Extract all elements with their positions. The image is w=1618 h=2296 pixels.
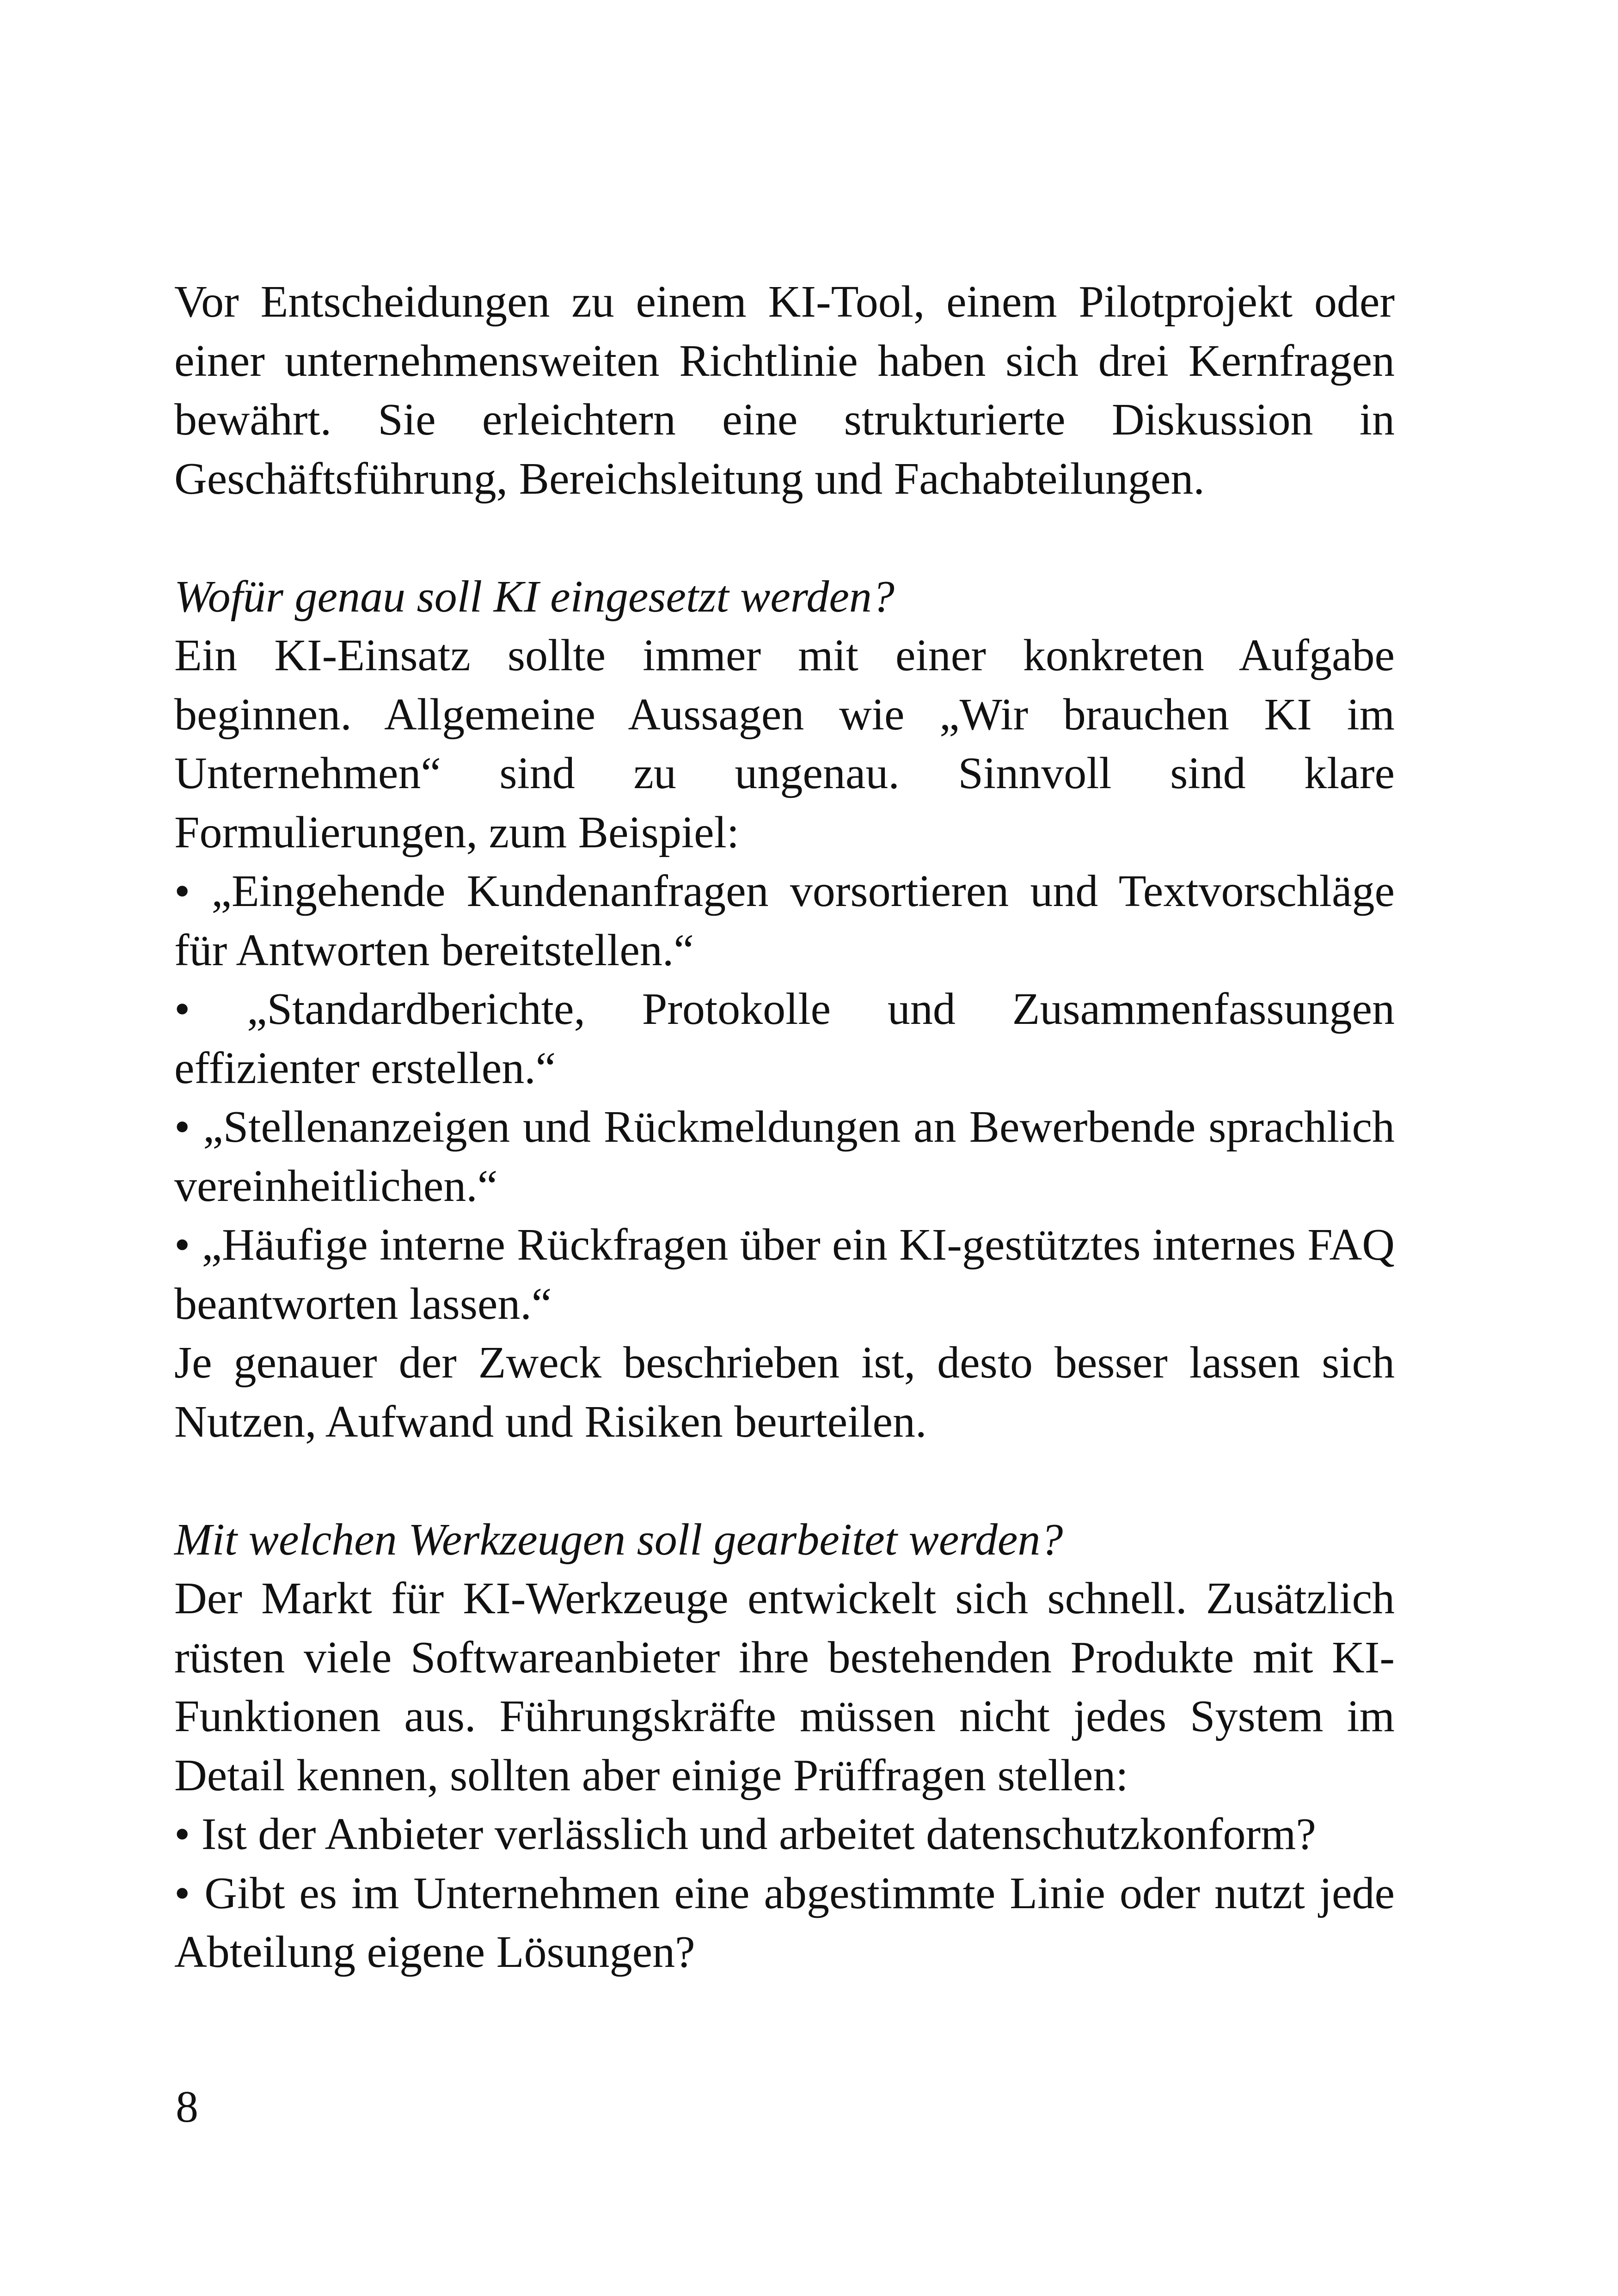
section-2-bullet-2: • Gibt es im Unternehmen eine abgestimmte Linie oder nutzt jede Abteilung eigene Lösungen? xyxy=(174,1868,1395,1977)
section-2-heading: Mit welchen Werkzeugen soll gearbeitet werden? xyxy=(174,1514,1063,1565)
section-1-closing: Je genauer der Zweck beschrieben ist, desto besser lassen sich Nutzen, Aufwand und Risiken beurteilen. xyxy=(174,1338,1395,1447)
page-body xyxy=(174,273,1395,1982)
section-2-bullet-1: • Ist der Anbieter verlässlich und arbeitet datenschutzkonform? xyxy=(174,1809,1316,1859)
section-1-bullet-1: • „Eingehende Kundenanfragen vorsortieren und Textvorschläge für Antworten bereitstellen.“ xyxy=(174,866,1395,975)
section-1-bullet-4: • „Häufige interne Rückfragen über ein KI-gestütztes internes FAQ beantworten lassen.“ xyxy=(174,1220,1395,1329)
intro-paragraph: Vor Entscheidungen zu einem KI-Tool, einem Pilotprojekt oder einer unternehmensweiten Richtlinie haben sich drei Kernfragen bewährt. Sie erleichtern eine strukturierte Diskussion in Geschäftsführung, Bereichsleitung und Fachabteilungen. xyxy=(174,277,1395,504)
section-1-paragraph: Ein KI-Einsatz sollte immer mit einer konkreten Aufgabe beginnen. Allgemeine Aussagen wie „Wir brauchen KI im Unternehmen“ sind zu ungenau. Sinnvoll sind klare Formulierungen, zum Beispiel: xyxy=(174,631,1395,857)
section-1-bullet-3: • „Stellenanzeigen und Rückmeldungen an Bewerbende sprachlich vereinheitlichen.“ xyxy=(174,1102,1395,1211)
section-2-paragraph: Der Markt für KI-Werkzeuge entwickelt sich schnell. Zusätzlich rüsten viele Softwareanbieter ihre bestehenden Produkte mit KI-Funktionen aus. Führungskräfte müssen nicht jedes System im Detail kennen, sollten aber einige Prüffragen stellen: xyxy=(174,1574,1395,1800)
section-1-heading: Wofür genau soll KI eingesetzt werden? xyxy=(174,571,895,622)
section-1-bullet-2: • „Standardberichte, Protokolle und Zusammenfassungen effizienter erstellen.“ xyxy=(174,984,1395,1093)
page-number: 8 xyxy=(176,2082,198,2132)
